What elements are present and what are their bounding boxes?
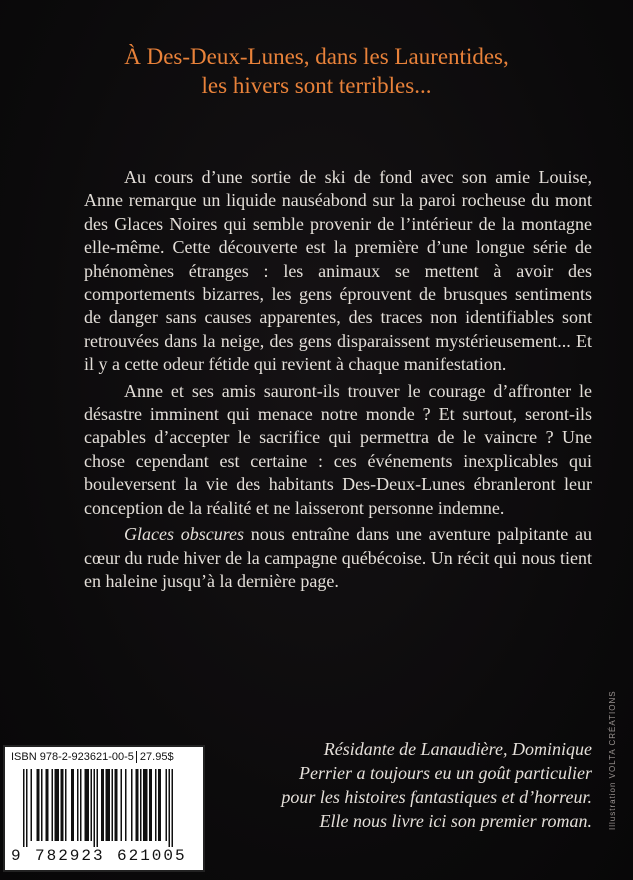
- isbn-text: ISBN 978-2-923621-00-5: [11, 751, 134, 763]
- tagline-line-2: les hivers sont terribles...: [201, 73, 432, 98]
- illustration-credit: Illustration VOLTA CRÉATIONS: [608, 690, 617, 830]
- price-text: 27.95$: [136, 751, 174, 763]
- barcode-digits-left: 782923: [35, 847, 105, 865]
- isbn-line: [11, 751, 174, 763]
- synopsis-paragraph-3-text: nous entraîne dans une aventure palpitante au cœur du rude hiver de la campagne québécoise. Un récit qui nous tient en haleine jusqu’à la dernière page.: [84, 524, 592, 591]
- author-bio-line-3: pour les histoires fantastiques et d’horreur.: [281, 787, 592, 807]
- synopsis: [84, 166, 592, 596]
- book-title: Glaces obscures: [124, 524, 245, 545]
- tagline-line-1: À Des-Deux-Lunes, dans les Laurentides,: [124, 44, 509, 69]
- author-bio-line-2: Perrier a toujours eu un goût particulier: [299, 763, 592, 783]
- barcode-icon: [9, 769, 199, 849]
- barcode-digits-right: 621005: [117, 847, 187, 865]
- barcode-box: [3, 745, 205, 872]
- barcode-digit-first: 9: [11, 847, 21, 865]
- author-bio: [228, 737, 592, 833]
- synopsis-paragraph-2: Anne et ses amis sauront-ils trouver le courage d’affronter le désastre imminent qui menace notre monde ? Et surtout, seront-ils capables d’accepter le sacrifice qui permettra de le vaincre ? Une chose cependant est certaine : ces événements inexplicables qui bouleversent la vie des habitants Des-Deux-Lunes ébranleront leur conception de la réalité et ne laisseront personne indemne.: [84, 380, 592, 518]
- tagline: [0, 42, 633, 100]
- synopsis-paragraph-1: Au cours d’une sortie de ski de fond avec son amie Louise, Anne remarque un liquide nauséabond sur la paroi rocheuse du mont des Glaces Noires qui semble provenir de l’intérieur de la montagne elle-même. Cette découverte est la première d’une longue série de phénomènes étranges : les animaux se mettent à avoir des comportements bizarres, les gens éprouvent de brusques sentiments de danger sans causes apparentes, des traces non identifiables sont retrouvées dans la neige, des gens disparaissent mystérieusement... Et il y a cette odeur fétide qui revient à chaque manifestation.: [84, 167, 592, 375]
- author-bio-line-4: Elle nous livre ici son premier roman.: [319, 811, 592, 831]
- author-bio-line-1: Résidante de Lanaudière, Dominique: [323, 739, 592, 759]
- synopsis-paragraph-3: [84, 523, 592, 593]
